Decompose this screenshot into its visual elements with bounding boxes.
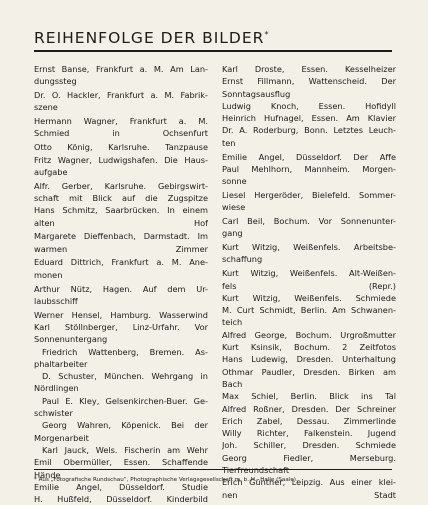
index-line: sonne — [222, 176, 247, 187]
index-line: Liesel Hergeröder, Bielefeld. Sommer- — [222, 189, 396, 200]
index-line: Alfred Roßner, Dresden. Der Schreiner — [222, 403, 396, 414]
index-line: Fritz Wagner, Ludwigshafen. Die Haus- — [34, 154, 208, 165]
index-line: Ludwig Knoch, Essen. Hofidyll — [222, 100, 396, 111]
index-line: Kurt Witzig, Weißenfels. Alt-Weißen- — [222, 268, 396, 279]
right-column — [222, 63, 396, 501]
index-line: Schmied in Ochsenfurt — [34, 128, 208, 139]
index-line: Karl Jauck, Wels. Fischerin am Wehr — [42, 444, 208, 455]
index-line: schaffung — [222, 254, 263, 265]
index-line: phaltarbeiter — [34, 358, 88, 369]
index-line: wiese — [222, 202, 246, 213]
index-line: warmen Zimmer — [34, 243, 208, 254]
index-line: Eduard Dittrich, Frankfurt a. M. Ane- — [34, 257, 208, 268]
page-title — [34, 29, 269, 47]
index-line: schaft mit Blick auf die Zugspitze — [34, 192, 208, 203]
index-line: Erich Zabel, Dessau. Zimmerlinde — [222, 415, 396, 426]
index-line: teich — [222, 317, 243, 328]
index-line: Georg Fiedler, Merseburg. — [222, 452, 396, 463]
index-line: Kurt Witzig, Weißenfels. Arbeitsbe- — [222, 242, 396, 253]
index-line: Sonnenuntergang — [34, 334, 108, 345]
index-line: Nördlingen — [34, 383, 79, 394]
index-line: Arthur Nütz, Hagen. Auf dem Ur- — [34, 283, 208, 294]
index-line: Max Schiel, Berlin. Blick ins Tal — [222, 391, 396, 402]
index-line: Alfred George, Bochum. Urgroßmutter — [222, 329, 396, 340]
index-line: Karl Droste, Essen. Kesselheizer — [222, 64, 396, 74]
index-line: gang — [222, 228, 243, 239]
index-line: Emilie Angel, Düsseldorf. Der Affe — [222, 151, 396, 162]
index-line: D. Schuster, München. Wehrgang in — [42, 371, 208, 382]
index-line: Kurt Witzig, Weißenfels. Schmiede — [222, 292, 396, 303]
index-line: alten Hof — [34, 217, 208, 228]
index-line: Joh. Schiller, Dresden. Schmiede — [222, 440, 396, 451]
index-line: Werner Hensel, Hamburg. Wasserwind — [34, 309, 208, 320]
index-line: Tierfreundschaft — [222, 465, 290, 475]
index-line: Margarete Dieffenbach, Darmstadt. Im — [34, 231, 208, 242]
footnote-rule — [34, 469, 392, 470]
index-line: Sonntagsausflug — [222, 88, 291, 99]
index-line: M. Curt Schmidt, Berlin. Am Schwanen- — [222, 305, 396, 316]
index-line: nen Stadt — [222, 489, 396, 500]
index-line: ten — [222, 137, 236, 148]
index-line: Karl Stöllnberger, Linz-Urfahr. Vor — [34, 321, 208, 332]
title-footnote-marker: * — [264, 29, 270, 39]
index-line: Emilie Angel, Düsseldorf. Studie — [34, 481, 208, 492]
index-line: Ernst Fillmann, Wattenscheid. Der — [222, 76, 396, 87]
index-line: Hans Schmitz, Saarbrücken. In einem — [34, 205, 208, 216]
index-line: Otto König, Karlsruhe. Tanzpause — [34, 142, 208, 153]
index-line: H. Hußfeld, Düsseldorf. Kinderbild — [34, 494, 208, 505]
index-line: Hermann Wagner, Frankfurt a. M. — [34, 116, 208, 127]
index-line: Friedrich Wattenberg, Bremen. As- — [42, 346, 208, 357]
index-line: Willy Richter, Falkenstein. Jugend — [222, 428, 396, 439]
index-line: Paul E. Kley, Gelsenkirchen-Buer. Ge- — [42, 395, 208, 406]
index-line: Othmar Paudler, Dresden. Birken am — [222, 366, 396, 377]
index-line: Alfr. Gerber, Karlsruhe. Gebirgswirt- — [34, 180, 208, 191]
left-column — [34, 63, 208, 505]
footnote: * Aus „Fotografische Rundschau“, Photographische Verlagsgesellschaft m. b. H., Halle (Saale). — [34, 477, 298, 483]
index-line: Erich Günther, Leipzig. Aus einer klei- — [222, 477, 396, 488]
index-line: Bach — [222, 378, 243, 389]
index-line: aufgabe — [34, 166, 68, 177]
index-line: Dr. O. Hackler, Frankfurt a. M. Fabrik- — [34, 90, 208, 101]
index-line: schwister — [34, 408, 73, 419]
index-line: szene — [34, 102, 58, 113]
index-line: Hände — [34, 469, 61, 480]
index-line: Carl Beil, Bochum. Vor Sonnenunter- — [222, 216, 396, 227]
index-line: Emil Obermüller, Essen. Schaffende — [34, 457, 208, 468]
index-line: Paul Mehlhorn, Mannheim. Morgen- — [222, 163, 396, 174]
index-line: Heinrich Hufnagel, Essen. Am Klavier — [222, 113, 396, 124]
index-line: Ernst Banse, Frankfurt a. M. Am Lan- — [34, 64, 208, 74]
index-line: Kurt Ksinsik, Bochum. 2 Zeitfotos — [222, 342, 396, 353]
index-line: Dr. A. Roderburg, Bonn. Letztes Leuch- — [222, 125, 396, 136]
index-line: fels (Repr.) — [222, 280, 396, 291]
index-line: dungssteg — [34, 76, 77, 87]
index-line: laubsschiff — [34, 295, 78, 306]
index-line: Georg Wahren, Köpenick. Bei der — [42, 420, 208, 431]
index-line: Hans Ludewig, Dresden. Unterhaltung — [222, 354, 396, 365]
title-text: REIHENFOLGE DER BILDER — [34, 29, 265, 47]
index-line: Morgenarbeit — [34, 432, 89, 443]
title-rule — [34, 50, 392, 52]
index-line: monen — [34, 269, 63, 280]
